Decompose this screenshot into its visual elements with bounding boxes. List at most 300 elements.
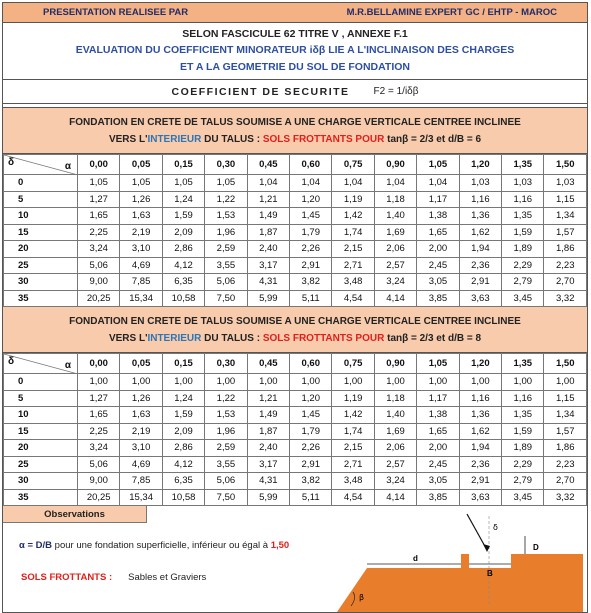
coefficient-cell: 2,06: [374, 241, 416, 258]
coefficient-cell: 5,06: [205, 473, 247, 490]
alpha-column-header: 0,00: [78, 354, 120, 374]
coefficient-cell: 1,86: [544, 440, 587, 457]
coefficient-cell: 3,24: [78, 241, 120, 258]
coefficient-cell: 3,55: [205, 257, 247, 274]
alpha-column-header: 0,45: [247, 354, 289, 374]
coefficient-cell: 1,69: [374, 224, 416, 241]
coefficient-cell: 1,16: [459, 191, 501, 208]
coefficient-cell: 5,99: [247, 290, 289, 307]
coefficient-cell: 3,17: [247, 257, 289, 274]
coefficient-cell: 1,79: [290, 224, 332, 241]
soil-type-line: [21, 572, 206, 583]
coefficient-cell: 1,34: [544, 208, 587, 225]
coefficient-cell: 4,12: [162, 257, 204, 274]
coefficient-cell: 1,15: [544, 191, 587, 208]
delta-row-label: 10: [4, 208, 78, 225]
document-subtitle-1: EVALUATION DU COEFFICIENT MINORATEUR iδβ LIE A L'INCLINAISON DES CHARGES: [75, 44, 515, 56]
coefficient-formula: F2 = 1/iδβ: [373, 86, 419, 97]
alpha-column-header: 0,45: [247, 155, 289, 175]
coefficient-cell: 1,00: [374, 374, 416, 391]
alpha-column-header: 0,05: [120, 354, 162, 374]
observations-section: [3, 506, 587, 612]
coefficient-cell: 1,16: [459, 390, 501, 407]
coefficient-cell: 1,04: [332, 175, 374, 192]
table-heading-line2: [3, 131, 587, 148]
table-heading-band: [3, 108, 587, 154]
coefficient-cell: 1,04: [417, 175, 459, 192]
alpha-column-header: 1,20: [459, 354, 501, 374]
coefficient-cell: 2,79: [502, 274, 544, 291]
coefficient-cell: 1,40: [374, 208, 416, 225]
coefficient-cell: 3,85: [417, 290, 459, 307]
coefficient-cell: 3,17: [247, 456, 289, 473]
tables-container: [3, 108, 587, 506]
delta-row-label: 10: [4, 407, 78, 424]
coefficient-cell: 1,49: [247, 208, 289, 225]
coefficient-cell: 1,18: [374, 191, 416, 208]
coefficient-cell: 4,31: [247, 473, 289, 490]
coefficient-cell: 20,25: [78, 290, 120, 307]
coefficient-cell: 1,87: [247, 224, 289, 241]
coefficient-cell: 7,85: [120, 473, 162, 490]
coefficient-cell: 4,14: [374, 290, 416, 307]
coefficient-cell: 7,50: [205, 489, 247, 506]
coefficient-cell: 1,00: [417, 374, 459, 391]
coefficient-cell: 3,55: [205, 456, 247, 473]
coefficient-cell: 1,16: [502, 191, 544, 208]
coefficient-cell: 5,99: [247, 489, 289, 506]
coefficient-sheet: [2, 2, 588, 613]
coefficient-cell: 1,22: [205, 390, 247, 407]
alpha-max-value: 1,50: [270, 540, 290, 551]
coefficient-cell: 1,20: [290, 390, 332, 407]
delta-symbol: δ: [8, 356, 15, 367]
coefficient-cell: 3,63: [459, 290, 501, 307]
coefficient-cell: 1,35: [502, 407, 544, 424]
coefficient-cell: 6,35: [162, 473, 204, 490]
label-b: B: [487, 569, 493, 578]
coefficient-cell: 1,04: [290, 175, 332, 192]
coefficient-cell: 1,27: [78, 390, 120, 407]
coefficient-table: [3, 154, 587, 307]
alpha-column-header: 1,05: [417, 155, 459, 175]
coefficient-cell: 1,57: [544, 423, 587, 440]
heading-condition: tanβ = 2/3 et d/B = 8: [387, 333, 482, 344]
coefficient-cell: 3,10: [120, 440, 162, 457]
coefficient-cell: 9,00: [78, 473, 120, 490]
coefficient-cell: 2,29: [502, 456, 544, 473]
coefficient-cell: 1,34: [544, 407, 587, 424]
coefficient-cell: 2,40: [247, 241, 289, 258]
coefficient-cell: 2,71: [332, 257, 374, 274]
coefficient-cell: 2,00: [417, 241, 459, 258]
coefficient-cell: 2,23: [544, 257, 587, 274]
coefficient-cell: 1,45: [290, 407, 332, 424]
delta-row-label: 20: [4, 241, 78, 258]
table-heading-line1: FONDATION EN CRETE DE TALUS SOUMISE A UNE CHARGE VERTICALE CENTREE INCLINEE: [69, 117, 521, 128]
coefficient-cell: 1,00: [332, 374, 374, 391]
coefficient-cell: 5,06: [78, 456, 120, 473]
coefficient-cell: 1,00: [502, 374, 544, 391]
table-row: [4, 241, 587, 258]
coefficient-cell: 15,34: [120, 290, 162, 307]
coefficient-cell: 2,45: [417, 456, 459, 473]
coefficient-cell: 2,91: [459, 473, 501, 490]
coefficient-cell: 1,79: [290, 423, 332, 440]
document-title: SELON FASCICULE 62 TITRE V , ANNEXE F.1: [182, 28, 408, 40]
heading-soil-type: SOLS FROTTANTS: [262, 134, 353, 145]
coefficient-cell: 2,45: [417, 257, 459, 274]
alpha-column-header: 0,60: [290, 155, 332, 175]
coefficient-cell: 3,82: [290, 274, 332, 291]
coefficient-cell: 1,96: [205, 224, 247, 241]
coefficient-cell: 3,82: [290, 473, 332, 490]
coefficient-cell: 1,87: [247, 423, 289, 440]
coefficient-cell: 6,35: [162, 274, 204, 291]
coefficient-cell: 1,65: [417, 423, 459, 440]
table-row: [4, 274, 587, 291]
coefficient-cell: 10,58: [162, 290, 204, 307]
coefficient-cell: 1,94: [459, 440, 501, 457]
coefficient-cell: 1,42: [332, 407, 374, 424]
coefficient-cell: 5,11: [290, 489, 332, 506]
coefficient-cell: 15,34: [120, 489, 162, 506]
coefficient-cell: 3,48: [332, 274, 374, 291]
coefficient-cell: 2,09: [162, 224, 204, 241]
coefficient-cell: 1,62: [459, 224, 501, 241]
delta-row-label: 30: [4, 473, 78, 490]
alpha-column-header: 1,50: [544, 354, 587, 374]
heading-interior: INTERIEUR: [147, 333, 202, 344]
coefficient-cell: 1,74: [332, 224, 374, 241]
table-row: [4, 423, 587, 440]
coefficient-cell: 1,62: [459, 423, 501, 440]
coefficient-cell: 1,00: [205, 374, 247, 391]
heading-middle: DU TALUS :: [201, 134, 263, 145]
coefficient-cell: 1,27: [78, 191, 120, 208]
delta-alpha-corner-cell: [4, 155, 78, 175]
coefficient-cell: 2,70: [544, 473, 587, 490]
alpha-column-header: 0,75: [332, 155, 374, 175]
coefficient-cell: 1,65: [417, 224, 459, 241]
coefficient-table: [3, 353, 587, 506]
alpha-column-header: 0,90: [374, 354, 416, 374]
coefficient-cell: 2,26: [290, 241, 332, 258]
label-depth: D: [533, 543, 539, 552]
coefficient-cell: 1,05: [205, 175, 247, 192]
table-row: [4, 191, 587, 208]
delta-row-label: 35: [4, 290, 78, 307]
delta-row-label: 25: [4, 456, 78, 473]
coefficient-cell: 1,05: [120, 175, 162, 192]
coefficient-cell: 1,49: [247, 407, 289, 424]
coefficient-cell: 1,86: [544, 241, 587, 258]
coefficient-cell: 1,19: [332, 191, 374, 208]
delta-row-label: 30: [4, 274, 78, 291]
delta-row-label: 15: [4, 224, 78, 241]
coefficient-cell: 1,53: [205, 208, 247, 225]
soil-section-shape: [337, 554, 583, 612]
coefficient-cell: 1,24: [162, 191, 204, 208]
alpha-column-header: 0,90: [374, 155, 416, 175]
table-row: [4, 407, 587, 424]
coefficient-cell: 5,11: [290, 290, 332, 307]
coefficient-cell: 4,14: [374, 489, 416, 506]
coefficient-cell: 2,15: [332, 440, 374, 457]
coefficient-cell: 1,36: [459, 208, 501, 225]
coefficient-cell: 3,85: [417, 489, 459, 506]
coefficient-cell: 1,59: [502, 423, 544, 440]
document-header: [3, 23, 587, 80]
coefficient-cell: 4,31: [247, 274, 289, 291]
heading-soil-type: SOLS FROTTANTS: [262, 333, 353, 344]
coefficient-cell: 2,86: [162, 440, 204, 457]
coefficient-cell: 3,05: [417, 473, 459, 490]
soil-type-value: Sables et Graviers: [128, 572, 207, 583]
heading-pour: POUR: [352, 134, 388, 145]
coefficient-cell: 1,38: [417, 208, 459, 225]
table-row: [4, 440, 587, 457]
coefficient-cell: 2,06: [374, 440, 416, 457]
table-row: [4, 473, 587, 490]
coefficient-cell: 2,36: [459, 257, 501, 274]
coefficient-cell: 1,36: [459, 407, 501, 424]
coefficient-cell: 2,70: [544, 274, 587, 291]
coefficient-cell: 1,21: [247, 390, 289, 407]
table-row: [4, 456, 587, 473]
coefficient-cell: 1,94: [459, 241, 501, 258]
coefficient-cell: 1,89: [502, 440, 544, 457]
table-heading-line1: FONDATION EN CRETE DE TALUS SOUMISE A UNE CHARGE VERTICALE CENTREE INCLINEE: [69, 316, 521, 327]
coefficient-cell: 3,45: [502, 290, 544, 307]
coefficient-cell: 2,00: [417, 440, 459, 457]
coefficient-cell: 2,86: [162, 241, 204, 258]
safety-coefficient-row: [3, 80, 587, 104]
coefficient-cell: 1,00: [544, 374, 587, 391]
coefficient-cell: 2,79: [502, 473, 544, 490]
heading-prefix: VERS L': [108, 134, 148, 145]
heading-pour: POUR: [352, 333, 388, 344]
alpha-column-header: 0,30: [205, 354, 247, 374]
coefficient-cell: 1,00: [78, 374, 120, 391]
alpha-column-header: 0,15: [162, 155, 204, 175]
coefficient-cell: 2,71: [332, 456, 374, 473]
alpha-column-header: 0,60: [290, 354, 332, 374]
author-bar: [3, 3, 587, 23]
coefficient-cell: 1,19: [332, 390, 374, 407]
coefficient-cell: 1,20: [290, 191, 332, 208]
coefficient-cell: 3,24: [374, 473, 416, 490]
author-name: M.R.BELLAMINE EXPERT GC / EHTP - MAROC: [346, 7, 557, 18]
coefficient-cell: 1,63: [120, 208, 162, 225]
delta-row-label: 35: [4, 489, 78, 506]
coefficient-cell: 4,54: [332, 489, 374, 506]
observations-title: Observations: [3, 506, 147, 523]
coefficient-cell: 2,40: [247, 440, 289, 457]
coefficient-cell: 1,35: [502, 208, 544, 225]
coefficient-cell: 1,03: [502, 175, 544, 192]
presented-by-label: PRESENTATION REALISEE PAR: [43, 7, 189, 18]
coefficient-cell: 2,91: [290, 257, 332, 274]
alpha-column-header: 0,30: [205, 155, 247, 175]
table-row: [4, 290, 587, 307]
coefficient-cell: 1,42: [332, 208, 374, 225]
table-row: [4, 257, 587, 274]
coefficient-cell: 3,24: [78, 440, 120, 457]
coefficient-cell: 3,32: [544, 489, 587, 506]
table-header-row: [4, 155, 587, 175]
soil-type-label: SOLS FROTTANTS :: [21, 572, 113, 583]
coefficient-cell: 9,00: [78, 274, 120, 291]
coefficient-cell: 2,09: [162, 423, 204, 440]
coefficient-cell: 3,24: [374, 274, 416, 291]
coefficient-cell: 1,59: [162, 407, 204, 424]
coefficient-cell: 1,21: [247, 191, 289, 208]
coefficient-cell: 2,15: [332, 241, 374, 258]
coefficient-cell: 1,00: [290, 374, 332, 391]
table-row: [4, 208, 587, 225]
alpha-column-header: 0,05: [120, 155, 162, 175]
coefficient-cell: 2,23: [544, 456, 587, 473]
coefficient-cell: 1,57: [544, 224, 587, 241]
coefficient-cell: 2,19: [120, 423, 162, 440]
coefficient-cell: 2,25: [78, 423, 120, 440]
coefficient-cell: 1,17: [417, 191, 459, 208]
heading-interior: INTERIEUR: [147, 134, 202, 145]
alpha-symbol: α: [64, 161, 71, 172]
alpha-column-header: 1,50: [544, 155, 587, 175]
coefficient-cell: 1,69: [374, 423, 416, 440]
coefficient-cell: 1,03: [459, 175, 501, 192]
coefficient-cell: 1,05: [78, 175, 120, 192]
alpha-definition: [19, 540, 289, 551]
coefficient-cell: 7,50: [205, 290, 247, 307]
coefficient-cell: 7,85: [120, 274, 162, 291]
coefficient-cell: 20,25: [78, 489, 120, 506]
delta-row-label: 0: [4, 175, 78, 192]
coefficient-cell: 4,12: [162, 456, 204, 473]
alpha-symbol: α: [64, 360, 71, 371]
coefficient-cell: 1,53: [205, 407, 247, 424]
heading-prefix: VERS L': [108, 333, 148, 344]
coefficient-cell: 3,45: [502, 489, 544, 506]
coefficient-cell: 1,26: [120, 390, 162, 407]
table-row: [4, 489, 587, 506]
delta-row-label: 25: [4, 257, 78, 274]
coefficient-cell: 3,10: [120, 241, 162, 258]
coefficient-cell: 1,03: [544, 175, 587, 192]
table-heading-line2: [3, 330, 587, 347]
coefficient-cell: 2,59: [205, 241, 247, 258]
coefficient-cell: 1,63: [120, 407, 162, 424]
delta-row-label: 5: [4, 191, 78, 208]
coefficient-cell: 1,16: [502, 390, 544, 407]
alpha-column-header: 1,35: [502, 155, 544, 175]
coefficient-cell: 1,96: [205, 423, 247, 440]
delta-row-label: 5: [4, 390, 78, 407]
coefficient-cell: 1,00: [120, 374, 162, 391]
coefficient-cell: 1,65: [78, 208, 120, 225]
table-header-row: [4, 354, 587, 374]
coefficient-cell: 1,59: [502, 224, 544, 241]
coefficient-cell: 1,59: [162, 208, 204, 225]
coefficient-cell: 2,57: [374, 456, 416, 473]
alpha-column-header: 1,05: [417, 354, 459, 374]
coefficient-cell: 3,05: [417, 274, 459, 291]
alpha-description: pour une fondation superficielle, inférieur ou égal à: [52, 540, 271, 551]
coefficient-cell: 1,26: [120, 191, 162, 208]
coefficient-cell: 1,89: [502, 241, 544, 258]
delta-symbol: δ: [8, 157, 15, 168]
coefficient-cell: 5,06: [78, 257, 120, 274]
coefficient-cell: 1,18: [374, 390, 416, 407]
coefficient-cell: 1,05: [162, 175, 204, 192]
load-arrowhead: [483, 544, 490, 552]
slope-foundation-diagram: [329, 506, 587, 612]
label-delta: δ: [493, 523, 498, 532]
coefficient-cell: 3,48: [332, 473, 374, 490]
table-heading-band: [3, 307, 587, 353]
table-row: [4, 175, 587, 192]
coefficient-cell: 3,63: [459, 489, 501, 506]
coefficient-cell: 2,91: [459, 274, 501, 291]
document-subtitle-2: ET A LA GEOMETRIE DU SOL DE FONDATION: [179, 61, 411, 73]
coefficient-cell: 1,00: [459, 374, 501, 391]
coefficient-cell: 1,38: [417, 407, 459, 424]
coefficient-cell: 3,32: [544, 290, 587, 307]
table-row: [4, 224, 587, 241]
alpha-column-header: 0,00: [78, 155, 120, 175]
coefficient-cell: 4,54: [332, 290, 374, 307]
heading-middle: DU TALUS :: [201, 333, 263, 344]
table-row: [4, 374, 587, 391]
coefficient-cell: 4,69: [120, 456, 162, 473]
label-beta: β: [359, 593, 365, 602]
coefficient-cell: 1,04: [247, 175, 289, 192]
delta-row-label: 15: [4, 423, 78, 440]
coefficient-cell: 1,65: [78, 407, 120, 424]
coefficient-cell: 1,00: [162, 374, 204, 391]
coefficient-cell: 4,69: [120, 257, 162, 274]
coefficient-cell: 2,57: [374, 257, 416, 274]
coefficient-cell: 10,58: [162, 489, 204, 506]
coefficient-cell: 2,91: [290, 456, 332, 473]
delta-row-label: 0: [4, 374, 78, 391]
alpha-column-header: 1,35: [502, 354, 544, 374]
coefficient-cell: 1,00: [247, 374, 289, 391]
coefficient-cell: 2,25: [78, 224, 120, 241]
label-d: d: [413, 554, 418, 563]
coefficient-cell: 2,26: [290, 440, 332, 457]
coefficient-cell: 2,59: [205, 440, 247, 457]
coefficient-cell: 1,15: [544, 390, 587, 407]
delta-row-label: 20: [4, 440, 78, 457]
heading-condition: tanβ = 2/3 et d/B = 6: [387, 134, 482, 145]
coefficient-cell: 1,45: [290, 208, 332, 225]
delta-alpha-corner-cell: [4, 354, 78, 374]
alpha-column-header: 0,15: [162, 354, 204, 374]
coefficient-cell: 1,74: [332, 423, 374, 440]
coefficient-cell: 2,19: [120, 224, 162, 241]
coefficient-cell: 1,04: [374, 175, 416, 192]
alpha-formula: α = D/B: [19, 540, 53, 551]
alpha-column-header: 0,75: [332, 354, 374, 374]
table-row: [4, 390, 587, 407]
coefficient-cell: 2,36: [459, 456, 501, 473]
coefficient-cell: 5,06: [205, 274, 247, 291]
coefficient-cell: 2,29: [502, 257, 544, 274]
coefficient-cell: 1,22: [205, 191, 247, 208]
